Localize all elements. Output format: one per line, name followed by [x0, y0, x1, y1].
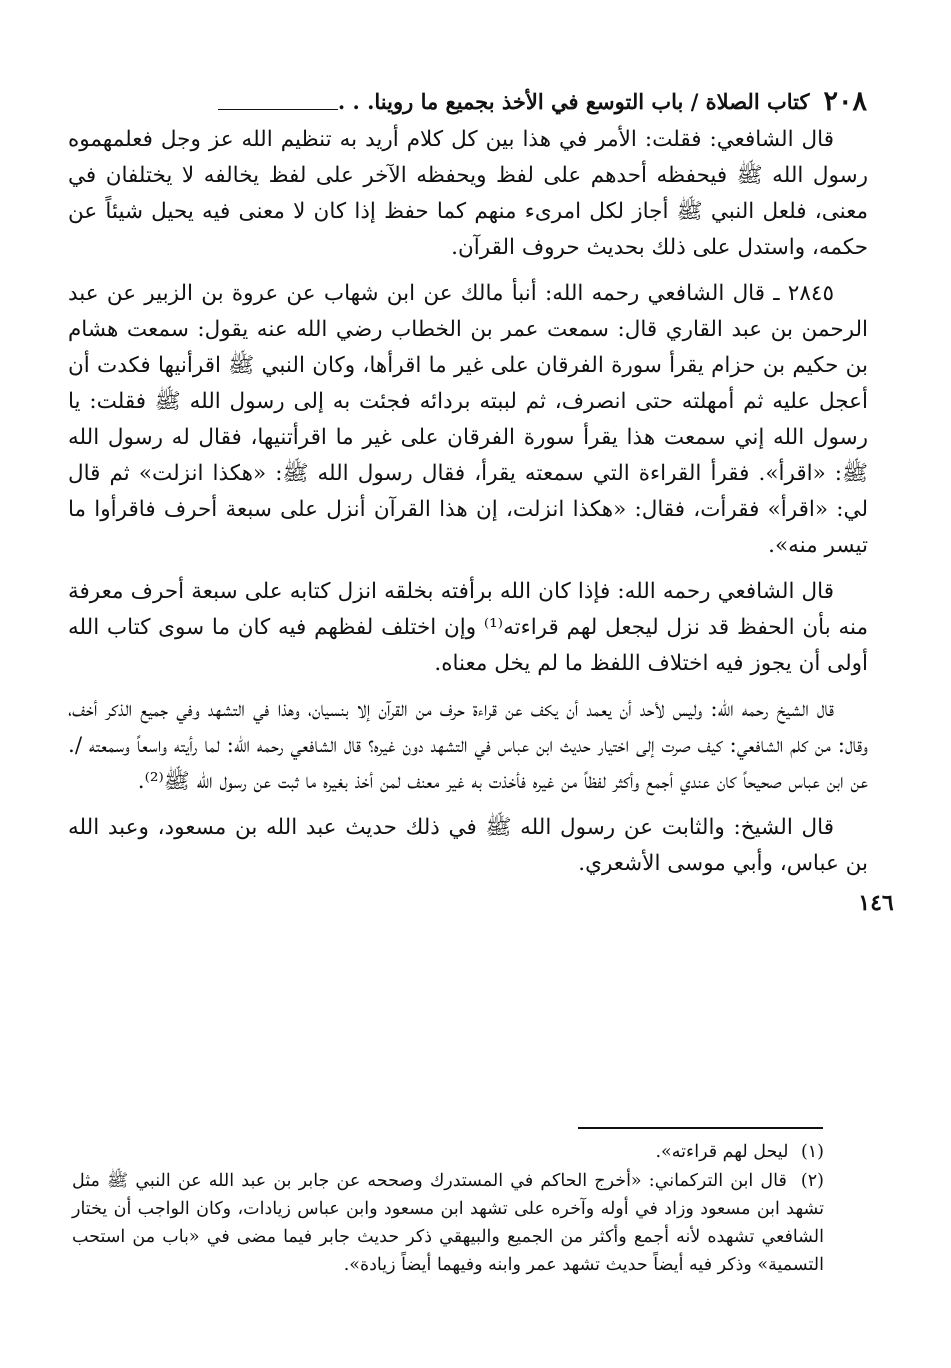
- paragraph: قال الشيخ رحمه الله: وليس لأحد أن يعمد أن يكف عن قراءة حرف من القرآن إلا بنسيان، وهذا في التشهد وفي جميع الذكر أخف، وقال: من كلم الشافعي: كيف صرت إلى اختيار حديث ابن عباس في التشهد دون غيره؟ قال الشافعي رحمه الله: لما رأيته واسعاً وسمعته /. عن ابن عباس صحيحاً كان عندي أجمع وأكثر لفظاً من غيره فأخذت به غير معنف لمن أخذ بغيره ما ثبت عن رسول الله ﷺ⁽²⁾.: [68, 697, 868, 794]
- footnote-text: ليحل لهم قراءته».: [655, 1142, 789, 1162]
- page-number: ٢٠٨: [823, 86, 867, 117]
- footnotes: [72, 1138, 824, 1280]
- footnote-text: قال ابن التركماني: «أخرج الحاكم في المستدرك وصححه عن جابر بن عبد الله عن النبي ﷺ مثل تشهد ابن مسعود وزاد في أوله وآخره على تشهد ابن مسعود وابن عباس زيادات، وكان الواجب أن يختار الشافعي تشهده لأنه أجمع وأكثر من الجميع والبيهقي ذكر حديث جابر فيما مضى في «باب من استحب التسمية» وذكر فيه أيضاً حديث تشهد عمر وابنه وفيهما أيضاً زيادة».: [72, 1171, 824, 1275]
- footnote-number: (٢): [800, 1171, 824, 1191]
- margin-page-reference: ١٤٦: [858, 890, 894, 916]
- paragraph: قال الشيخ: والثابت عن رسول الله ﷺ في ذلك حديث عبد الله بن مسعود، وعبد الله بن عباس، وأبي موسى الأشعري.: [68, 815, 868, 876]
- footnote-rule: [578, 1127, 823, 1129]
- running-header: [72, 82, 867, 118]
- paragraph: ٢٨٤٥ ـ قال الشافعي رحمه الله: أنبأ مالك عن ابن شهاب عن عروة بن الزبير عن عبد الرحمن بن عبد القاري قال: سمعت عمر بن الخطاب رضي الله عنه يقول: سمعت هشام بن حكيم بن حزام يقرأ سورة الفرقان على غير ما اقرأها، وكان النبي ﷺ اقرأنيها فكدت أن أعجل عليه ثم أمهلته حتى انصرف، ثم لببته بردائه فجئت به إلى رسول الله ﷺ فقلت: يا رسول الله إني سمعت هذا يقرأ سورة الفرقان على غير ما اقرأتنيها، فقال له رسول الله ﷺ: «اقرأ». فقرأ القراءة التي سمعته يقرأ، فقال رسول الله ﷺ: «هكذا انزلت» ثم قال لي: «اقرأ» فقرأت، فقال: «هكذا انزلت، إن هذا القرآن أنزل على سبعة أحرف فاقرأوا ما تيسر منه».: [68, 281, 868, 558]
- footnote: [72, 1138, 824, 1166]
- paragraph: قال الشافعي رحمه الله: فإذا كان الله برأفته بخلقه انزل كتابه على سبعة أحرف معرفة منه بأن الحفظ قد نزل ليجعل لهم قراءته⁽¹⁾ وإن اختلف لفظهم فيه كان ما سوى كتاب الله أولى أن يجوز فيه اختلاف اللفظ ما لم يخل معناه.: [68, 579, 868, 676]
- running-title: كتاب الصلاة / باب التوسع في الأخذ بجميع ما روينا. . .: [337, 89, 810, 114]
- main-text: [68, 122, 868, 892]
- paragraph: قال الشافعي: فقلت: الأمر في هذا بين كل كلام أريد به تنظيم الله عز وجل فعلمهموه رسول الله ﷺ فيحفظه أحدهم على لفظ ويحفظه الآخر على لفظ يخالفه لا يختلفان في معنى، فلعل النبي ﷺ أجاز لكل امرىء منهم كما حفظ إذا كان لا معنى فيه يحيل شيئاً عن حكمه، واستدل على ذلك بحديث حروف القرآن.: [68, 127, 868, 260]
- footnote: [72, 1167, 824, 1279]
- footnote-number: (١): [800, 1142, 824, 1162]
- header-rule: [218, 109, 338, 110]
